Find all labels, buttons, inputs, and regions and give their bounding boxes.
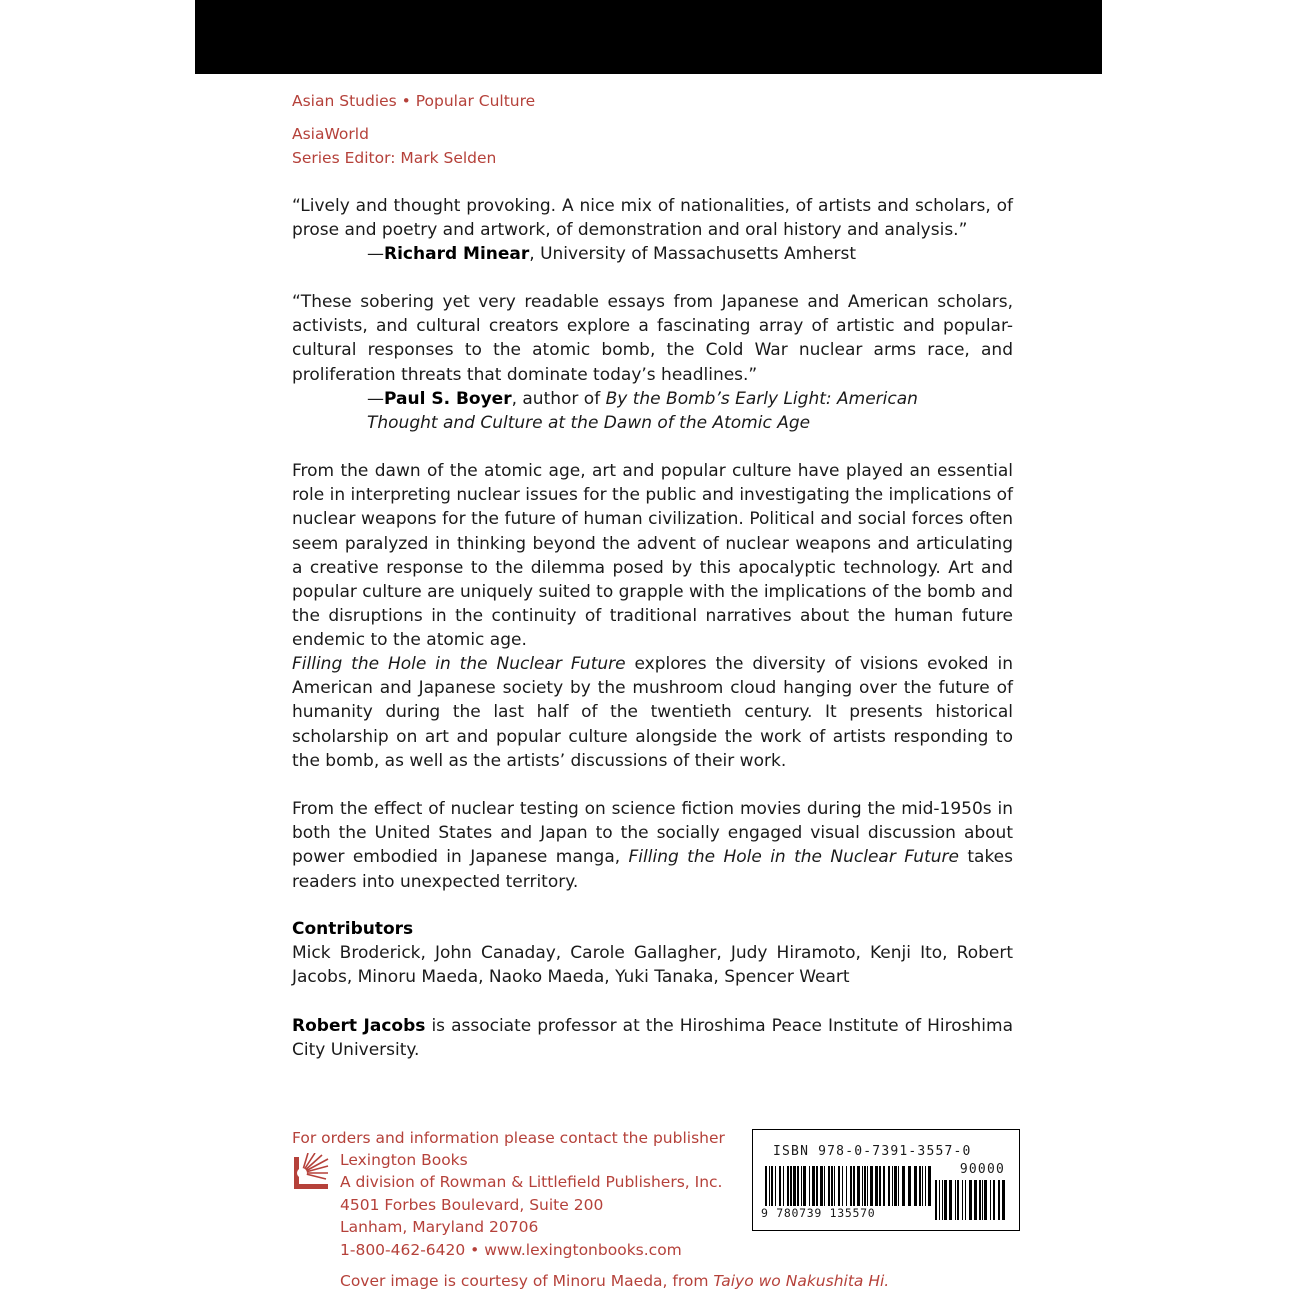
barcode-bar xyxy=(775,1166,776,1206)
barcode-bar xyxy=(894,1166,897,1206)
barcode-bar xyxy=(944,1180,947,1220)
barcode-bar xyxy=(870,1166,873,1206)
book-title-italic: Filling the Hole in the Nuclear Future xyxy=(292,654,626,674)
barcode-bar xyxy=(984,1180,987,1220)
barcode-bar xyxy=(867,1166,868,1206)
barcode-bar xyxy=(922,1166,923,1206)
category-line xyxy=(292,89,1013,113)
address-line-1: 4501 Forbes Boulevard, Suite 200 xyxy=(340,1195,604,1214)
barcode-bar xyxy=(928,1166,931,1206)
quote-1-affiliation: , University of Massachusetts Amherst xyxy=(529,244,856,265)
barcode-bar xyxy=(942,1180,943,1220)
contributors-list: Mick Broderick, John Canaday, Carole Gallagher, Judy Hiramoto, Kenji Ito, Robert Jacobs, Minoru Maeda, Naoko Maeda, Yuki Tanaka, Spencer Weart xyxy=(292,943,1013,988)
barcode-bars-addon xyxy=(933,1180,1009,1220)
barcode-bar xyxy=(998,1180,1000,1220)
category-text: Asian Studies • Popular Culture xyxy=(292,92,536,110)
barcode-bar xyxy=(965,1180,966,1220)
quote-2 xyxy=(292,290,1013,435)
quote-1-author: Richard Minear xyxy=(384,244,530,265)
price-code: 90000 xyxy=(959,1162,1005,1177)
barcode-bar xyxy=(974,1180,977,1220)
description-paragraph-2 xyxy=(292,652,1013,773)
barcode-bar xyxy=(969,1180,972,1220)
barcode-bar xyxy=(765,1166,767,1206)
top-black-band xyxy=(195,0,1102,74)
barcode-bar xyxy=(919,1166,921,1206)
barcode-bar xyxy=(857,1166,860,1206)
barcode-bar xyxy=(838,1166,840,1206)
barcode-bar xyxy=(812,1166,815,1206)
barcode-bar xyxy=(939,1180,940,1220)
lexington-logo-icon xyxy=(292,1153,330,1191)
contributors-section xyxy=(292,917,1013,990)
barcode-bar xyxy=(955,1180,956,1220)
barcode-bar xyxy=(914,1166,917,1206)
quote-2-text: “These sobering yet very readable essays from Japanese and American scholars, activists, and cultural creators explore a fascinating array of artistic and popular-cultural responses to the atomic bomb, the Cold War nuclear arms race, and proliferation threats that dominate today’s headlines.” xyxy=(292,292,1013,385)
address-line-2: Lanham, Maryland 20706 xyxy=(340,1218,539,1237)
isbn-barcode xyxy=(752,1129,1020,1231)
barcode-bar xyxy=(982,1180,983,1220)
contributors-heading: Contributors xyxy=(292,919,414,939)
quote-2-book-title: By the Bomb’s Early Light: American Thought and Culture at the Dawn of the Atomic Age xyxy=(367,388,918,434)
paragraph-3-end: takes readers into unexpected territory. xyxy=(292,847,1013,892)
author-name: Robert Jacobs xyxy=(292,1016,426,1036)
barcode-bar xyxy=(820,1166,823,1206)
quote-2-dash: — xyxy=(367,388,384,409)
quote-2-attribution xyxy=(367,387,973,435)
quote-2-affiliation: , author of xyxy=(511,388,606,409)
barcode-bar xyxy=(990,1180,991,1220)
barcode-bar xyxy=(801,1166,802,1206)
description-paragraph-3 xyxy=(292,797,1013,894)
barcode-bars-main xyxy=(763,1166,933,1206)
barcode-digits: 9 780739 135570 xyxy=(761,1206,876,1220)
barcode-bar xyxy=(793,1166,796,1206)
barcode-bar xyxy=(935,1180,937,1220)
barcode-bar xyxy=(809,1166,810,1206)
barcode-bar xyxy=(957,1180,959,1220)
barcode-bar xyxy=(846,1166,847,1206)
barcode-bar xyxy=(864,1166,866,1206)
barcode-bar xyxy=(803,1166,806,1206)
barcode-bar xyxy=(828,1166,830,1206)
isbn-number: ISBN 978-0-7391-3557-0 xyxy=(773,1144,972,1159)
barcode-bar xyxy=(787,1166,789,1206)
barcode-bar xyxy=(875,1166,878,1206)
barcode-bar xyxy=(949,1180,952,1220)
barcode-bar xyxy=(834,1166,835,1206)
barcode-bar xyxy=(1002,1180,1005,1220)
description-paragraph-1: From the dawn of the atomic age, art and popular culture have played an essential role in interpreting nuclear issues for the public and investigating the implications of nuclear weapons for the future of human civilization. Political and social forces often seem paralyzed in thinking beyond the advent of nuclear weapons and articulating a creative response to the dilemma posed by this apocalyptic technology. Art and popular culture are uniquely suited to grapple with the implications of the bomb and the disruptions in the continuity of traditional narratives about the human future endemic to the atomic age. xyxy=(292,461,1013,651)
barcode-bar xyxy=(816,1166,818,1206)
series-editor: Series Editor: Mark Selden xyxy=(292,149,497,167)
barcode-bar xyxy=(993,1180,995,1220)
barcode-bar xyxy=(908,1166,911,1206)
barcode-bar xyxy=(902,1166,905,1206)
barcode-bar xyxy=(892,1166,893,1206)
author-bio xyxy=(292,1014,1013,1062)
barcode-bar xyxy=(925,1166,926,1206)
barcode-bar xyxy=(831,1166,833,1206)
paragraph-3-start: From the effect of nuclear testing on science fiction movies during the mid-1950s in both the United States and Japan to the socially engaged visual discussion about power embodied in Japanese manga, xyxy=(292,799,1013,868)
phone-and-website: 1-800-462-6420 • www.lexingtonbooks.com xyxy=(340,1240,682,1259)
barcode-bar xyxy=(962,1180,963,1220)
barcode-bar xyxy=(779,1166,781,1206)
cover-credit-text: Cover image is courtesy of Minoru Maeda, from xyxy=(340,1272,714,1291)
publisher-name: Lexington Books xyxy=(340,1151,468,1169)
barcode-bar xyxy=(850,1166,852,1206)
barcode-bar xyxy=(790,1166,792,1206)
barcode-bar xyxy=(898,1166,899,1206)
barcode-bar xyxy=(783,1166,784,1206)
barcode-bar xyxy=(842,1166,843,1206)
contact-line: For orders and information please contact the publisher xyxy=(292,1129,725,1147)
author-bio-text: is associate professor at the Hiroshima Peace Institute of Hiroshima City University. xyxy=(292,1016,1013,1061)
quote-2-author: Paul S. Boyer xyxy=(384,388,512,409)
barcode-bar xyxy=(769,1166,770,1206)
book-title-italic: Filling the Hole in the Nuclear Future xyxy=(628,847,959,868)
paragraph-2-text: explores the diversity of visions evoked in American and Japanese society by the mushroom cloud hanging over the future of humanity during the last half of the twentieth century. It presents historical scholarship on art and popular culture alongside the work of artists responding to the bomb, as well as the artists’ discussions of their work. xyxy=(292,654,1014,771)
barcode-bar xyxy=(888,1166,890,1206)
quote-1-dash: — xyxy=(367,244,384,265)
quote-1-attribution xyxy=(367,242,1013,266)
barcode-bar xyxy=(979,1180,981,1220)
cover-credit-title: Taiyo wo Nakushita Hi. xyxy=(713,1272,890,1291)
series-name: AsiaWorld xyxy=(292,125,369,143)
barcode-bar xyxy=(824,1166,825,1206)
barcode-bar xyxy=(853,1166,855,1206)
quote-1-text: “Lively and thought provoking. A nice mix of nationalities, of artists and scholars, of prose and poetry and artwork, of demonstration and oral history and analysis.” xyxy=(292,196,1013,241)
barcode-bar xyxy=(797,1166,799,1206)
barcode-bar xyxy=(883,1166,885,1206)
series-block xyxy=(292,122,1013,170)
cover-credit xyxy=(340,1270,889,1292)
publisher-division: A division of Rowman & Littlefield Publishers, Inc. xyxy=(340,1173,723,1192)
barcode-bar xyxy=(862,1166,863,1206)
barcode-bar xyxy=(879,1166,881,1206)
quote-1 xyxy=(292,194,1013,267)
barcode-bar xyxy=(771,1166,773,1206)
